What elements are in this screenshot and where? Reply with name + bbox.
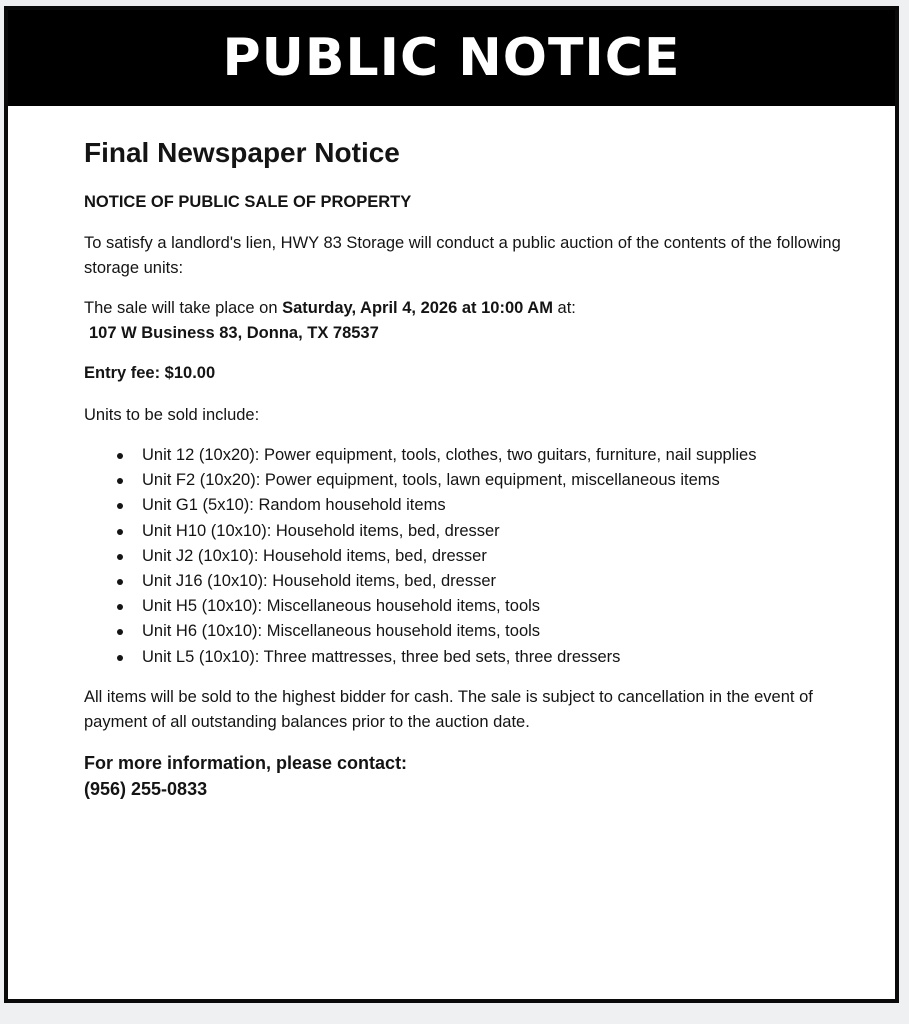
unit-text: Unit F2 (10x20): Power equipment, tools, lawn equipment, miscellaneous items [142,471,720,490]
bullet-icon [117,604,123,610]
intro-paragraph: To satisfy a landlord's lien, HWY 83 Storage will conduct a public auction of the contents of the following storage units: [84,234,841,277]
contact-label: For more information, please contact: [84,752,408,773]
sale-datetime: Saturday, April 4, 2026 at 10:00 AM [282,299,553,317]
bullet-icon [117,579,123,585]
list-item [114,619,844,644]
list-item [114,569,844,594]
list-item [114,443,844,468]
notice-title: Final Newspaper Notice [84,137,400,168]
bullet-icon [117,453,123,459]
public-notice-banner: PUBLIC NOTICE [8,10,895,106]
notice-subheading: NOTICE OF PUBLIC SALE OF PROPERTY [84,193,412,211]
unit-text: Unit H5 (10x10): Miscellaneous household items, tools [142,597,541,616]
sale-details [84,296,844,346]
units-intro: Units to be sold include: [84,406,260,424]
contact-block [84,750,844,802]
bullet-icon [117,554,123,560]
unit-text: Unit J16 (10x10): Household items, bed, dresser [142,572,497,591]
list-item [114,594,844,619]
list-item [114,493,844,518]
unit-text: Unit J2 (10x10): Household items, bed, dresser [142,546,487,565]
unit-text: Unit H10 (10x10): Household items, bed, dresser [142,521,500,540]
notice-frame [4,6,899,1003]
notice-content [84,136,844,802]
sale-address: 107 W Business 83, Donna, TX 78537 [89,324,379,342]
unit-text: Unit G1 (5x10): Random household items [142,496,446,515]
bullet-icon [117,503,123,509]
units-list [84,443,844,670]
bullet-icon [117,478,123,484]
sale-prefix: The sale will take place on [84,299,283,317]
list-item [114,519,844,544]
contact-phone: (956) 255-0833 [84,778,208,799]
unit-text: Unit H6 (10x10): Miscellaneous household items, tools [142,622,541,641]
unit-text: Unit 12 (10x20): Power equipment, tools, clothes, two guitars, furniture, nail supplies [142,446,757,464]
sale-suffix: at: [552,299,576,317]
list-item [114,544,844,569]
bullet-icon [117,655,123,661]
list-item [114,645,844,670]
list-item [114,468,844,493]
bullet-icon [117,629,123,635]
bullet-icon [117,529,123,535]
terms-paragraph: All items will be sold to the highest bidder for cash. The sale is subject to cancellation in the event of payment of all outstanding balances prior to the auction date. [84,687,813,731]
entry-fee: Entry fee: $10.00 [84,364,216,382]
unit-text: Unit L5 (10x10): Three mattresses, three bed sets, three dressers [142,647,621,666]
